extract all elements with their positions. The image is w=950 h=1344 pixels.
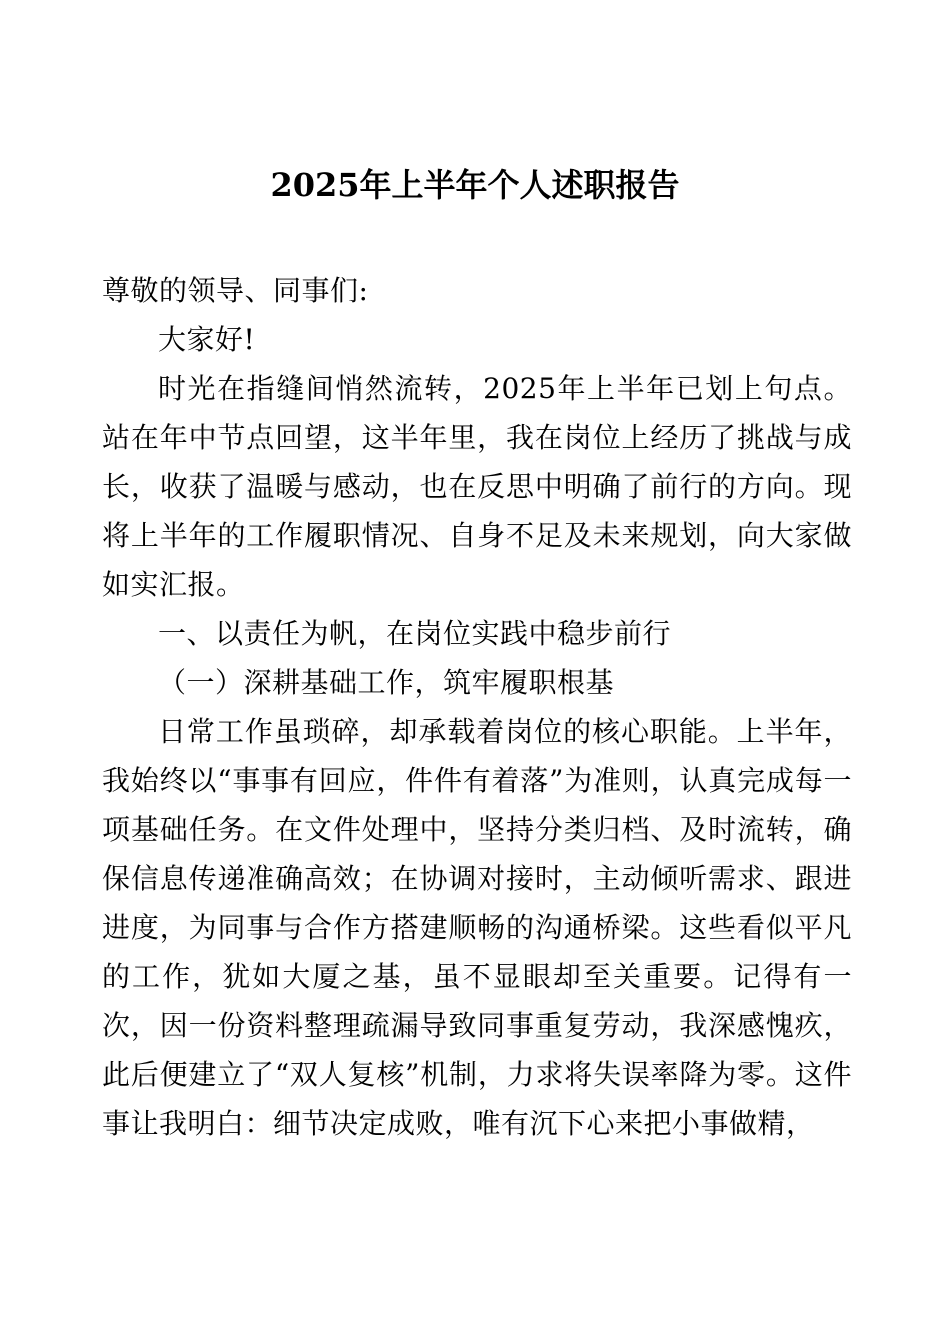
document-title: 2025年上半年个人述职报告 xyxy=(270,166,680,204)
intro-paragraph: 时光在指缝间悄然流转，2025年上半年已划上句点。站在年中节点回望，这半年里，我在岗位上经历了挑战与成长，收获了温暖与感动，也在反思中明确了前行的方向。现将上半年的工作履职情况、自身不足及未来规划，向大家做如实汇报。 xyxy=(102,372,852,601)
section-1-1-heading: （一）深耕基础工作，筑牢履职根基 xyxy=(158,666,615,699)
greeting: 大家好! xyxy=(158,323,256,356)
section-1-heading: 一、以责任为帆，在岗位实践中稳步前行 xyxy=(158,617,672,650)
document-body xyxy=(102,266,852,1148)
salutation: 尊敬的领导、同事们: xyxy=(102,274,369,307)
section-1-1-paragraph: 日常工作虽琐碎，却承载着岗位的核心职能。上半年，我始终以“事事有回应，件件有着落”为准则，认真完成每一项基础任务。在文件处理中，坚持分类归档、及时流转，确保信息传递准确高效；在协调对接时，主动倾听需求、跟进进度，为同事与合作方搭建顺畅的沟通桥梁。这些看似平凡的工作，犹如大厦之基，虽不显眼却至关重要。记得有一次，因一份资料整理疏漏导致同事重复劳动，我深感愧疚，此后便建立了“双人复核”机制，力求将失误率降为零。这件事让我明白：细节决定成败，唯有沉下心来把小事做精， xyxy=(102,715,852,1140)
